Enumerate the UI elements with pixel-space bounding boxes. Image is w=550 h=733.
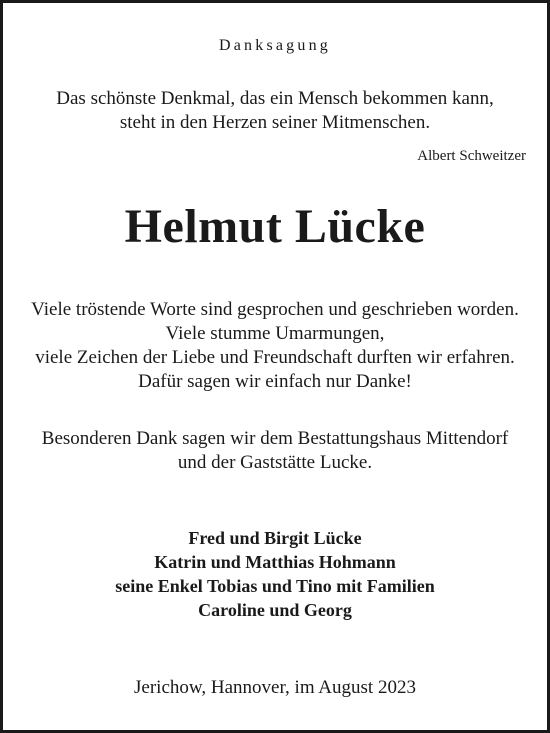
deceased-name: Helmut Lücke — [124, 200, 426, 253]
message-line-4: Dafür sagen wir einfach nur Danke! — [138, 371, 412, 392]
thanks-line-2: und der Gaststätte Lucke. — [177, 452, 373, 473]
message-line-3: viele Zeichen der Liebe und Freundschaft durften wir erfahren. — [35, 347, 515, 368]
quote-line-2: steht in den Herzen seiner Mitmenschen. — [119, 112, 431, 133]
quote-author: Albert Schweitzer — [417, 148, 526, 164]
family-line-4: Caroline und Georg — [198, 600, 352, 620]
message-line-1: Viele tröstende Worte sind gesprochen und geschrieben worden. — [31, 299, 519, 320]
family-line-1: Fred und Birgit Lücke — [188, 528, 362, 548]
message-line-2: Viele stumme Umarmungen, — [165, 323, 385, 344]
place-date: Jerichow, Hannover, im August 2023 — [134, 677, 416, 698]
quote-line-1: Das schönste Denkmal, das ein Mensch bekommen kann, — [56, 88, 494, 109]
family-line-2: Katrin und Matthias Hohmann — [154, 552, 396, 572]
thanks-line-1: Besonderen Dank sagen wir dem Bestattungshaus Mittendorf — [41, 428, 509, 449]
notice-heading: Danksagung — [219, 37, 331, 54]
family-line-3: seine Enkel Tobias und Tino mit Familien — [115, 576, 435, 596]
